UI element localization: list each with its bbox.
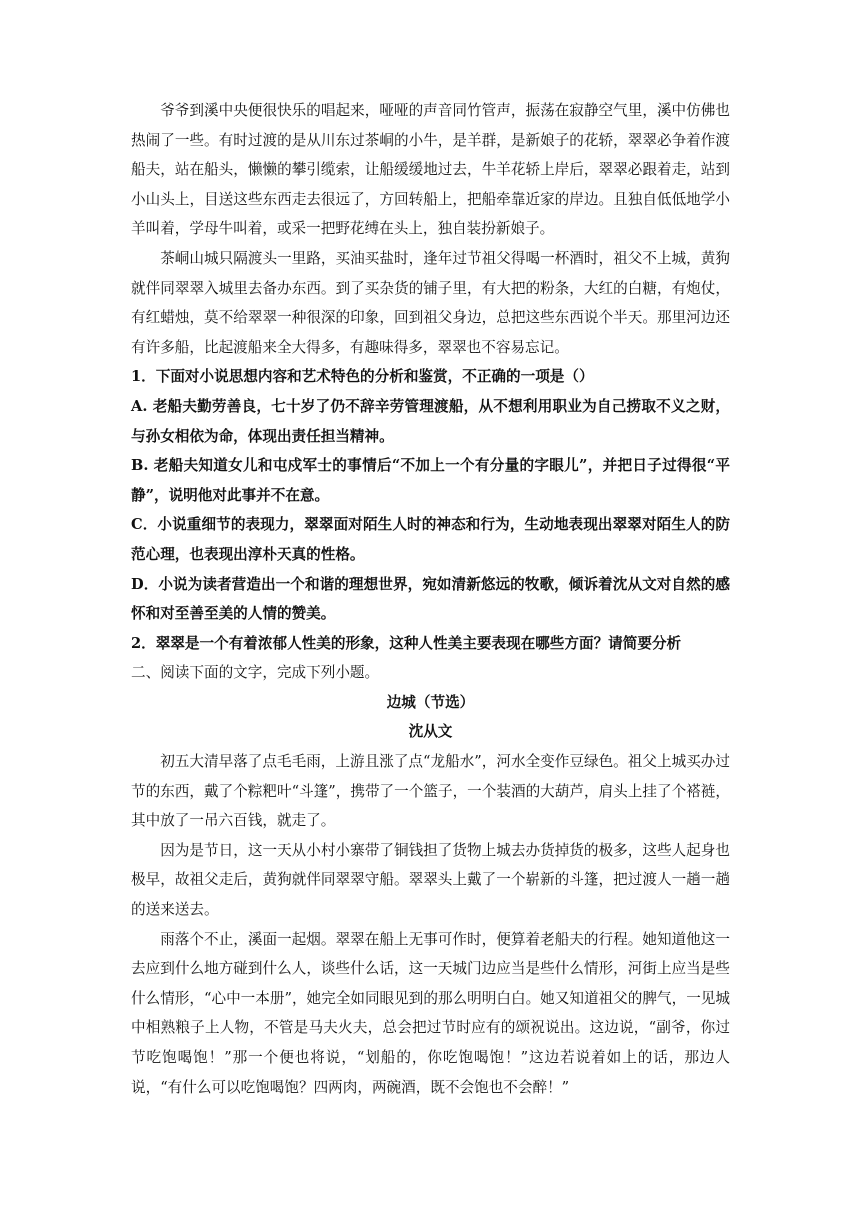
question-2: 2．翠翠是一个有着浓郁人性美的形象，这种人性美主要表现在哪些方面？请简要分析 [131, 634, 682, 652]
passage-top-paragraph-2: 茶峒山城只隔渡头一里路，买油买盐时，逢年过节祖父得喝一杯酒时，祖父不上城，黄狗就伴同翠翠入城里去备办东西。到了买杂货的铺子里，有大把的粉条，大红的白糖，有炮仗，有红蜡烛，莫不给翠翠一种很深的印象，回到祖父身边，总把这些东西说个半天。那里河边还有许多船，比起渡船来全大得多，有趣味得多，翠翠也不容易忘记。 [131, 249, 730, 356]
question-1-option-a: A. 老船夫勤劳善良，七十岁了仍不辞辛劳管理渡船，从不想利用职业为自己捞取不义之财，与孙女相依为命，体现出责任担当精神。 [131, 397, 730, 445]
passage-top-paragraph-1: 爷爷到溪中央便很快乐的唱起来，哑哑的声音同竹管声，振荡在寂静空气里，溪中仿佛也热闹了一些。有时过渡的是从川东过茶峒的小牛，是羊群，是新娘子的花轿，翠翠必争着作渡船夫，站在船头，懒懒的攀引缆索，让船缓缓地过去，牛羊花轿上岸后，翠翠必跟着走，站到小山头上，目送这些东西走去很远了，方回转船上，把船牵靠近家的岸边。且独自低低地学小羊叫着，学母牛叫着，或采一把野花缚在头上，独自装扮新娘子。 [131, 102, 730, 238]
question-1-option-b: B. 老船夫知道女儿和屯戍军士的事情后“不加上一个有分量的字眼儿”，并把日子过得很“平静”，说明他对此事并不在意。 [131, 457, 730, 504]
article-author: 沈从文 [408, 723, 453, 741]
passage-bottom-paragraph-3: 雨落个不止，溪面一起烟。翠翠在船上无事可作时，便算着老船夫的行程。她知道他这一去应到什么地方碰到什么人，谈些什么话，这一天城门边应当是些什么情形，河街上应当是些什么情形，“心中一本册”，她完全如同眼见到的那么明明白白。她又知道祖父的脾气，一见城中相熟粮子上人物，不管是马夫火夫，总会把过节时应有的颂祝说出。这边说，“副爷，你过节吃饱喝饱！”那一个便也将说，“划船的，你吃饱喝饱！”这边若说着如上的话，那边人说，“有什么可以吃饱喝饱？四两肉，两碗酒，既不会饱也不会醉！” [131, 930, 730, 1096]
passage-bottom-paragraph-2: 因为是节日，这一天从小村小寨带了铜钱担了货物上城去办货掉货的极多，这些人起身也极早，故祖父走后，黄狗就伴同翠翠守船。翠翠头上戴了一个崭新的斗篷，把过渡人一趟一趟的送来送去。 [131, 841, 730, 919]
question-1-stem: 1．下面对小说思想内容和艺术特色的分析和鉴赏，不正确的一项是（） [131, 368, 594, 386]
question-1-option-c: C．小说重细节的表现力，翠翠面对陌生人时的神态和行为，生动地表现出翠翠对陌生人的防范心理，也表现出淳朴天真的性格。 [131, 516, 730, 563]
section-2-heading: 二、阅读下面的文字，完成下列小题。 [131, 664, 380, 682]
passage-bottom-paragraph-1: 初五大清早落了点毛毛雨，上游且涨了点“龙船水”，河水全变作豆绿色。祖父上城买办过节的东西，戴了个粽粑叶“斗篷”，携带了一个篮子，一个装酒的大葫芦，肩头上挂了个褡裢，其中放了一吊六百钱，就走了。 [131, 753, 730, 830]
question-1-option-d: D．小说为读者营造出一个和谐的理想世界，宛如清新悠远的牧歌，倾诉着沈从文对自然的感怀和对至善至美的人情的赞美。 [131, 575, 730, 623]
article-title: 边城（节选） [386, 693, 475, 711]
document-content [131, 96, 730, 1102]
